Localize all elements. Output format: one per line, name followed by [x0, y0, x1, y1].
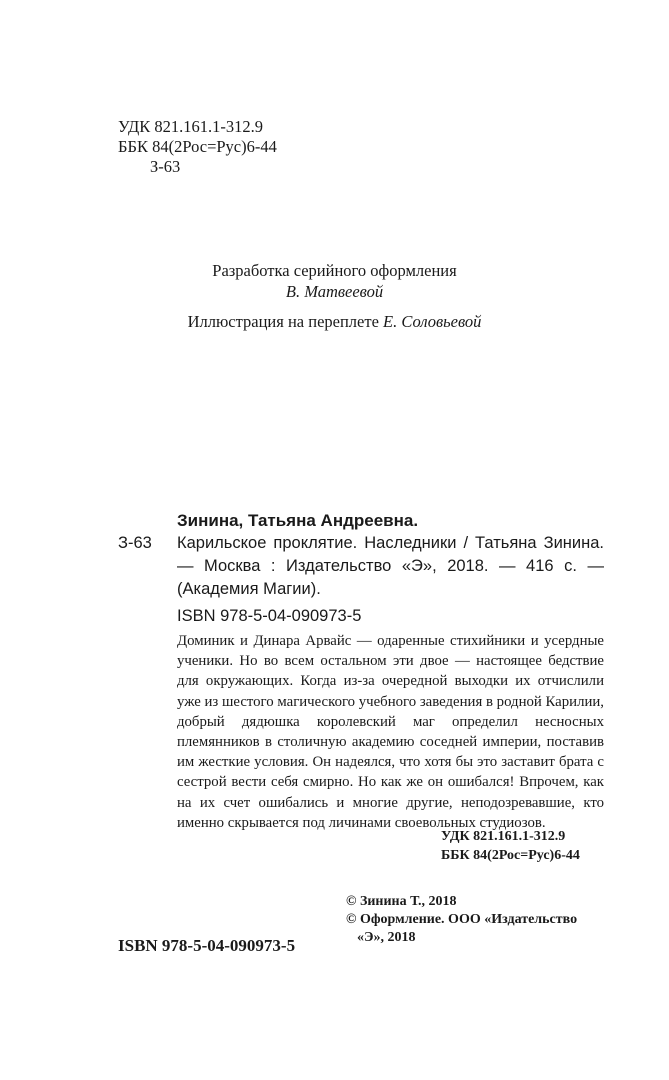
- bbk-code-bottom: ББК 84(2Рос=Рус)6-44: [441, 848, 580, 863]
- cover-illustration-credit: [0, 311, 669, 332]
- series-design-name: В. Матвеевой: [285, 282, 384, 301]
- series-design-label: Разработка серийного оформления: [212, 261, 457, 280]
- bibliographic-author: Зинина, Татьяна Андреевна.: [177, 511, 419, 530]
- author-code: З-63: [150, 157, 181, 176]
- copyright-design-line2: «Э», 2018: [357, 930, 416, 945]
- udk-code: УДК 821.161.1-312.9: [118, 117, 264, 136]
- bibliographic-entry: [118, 532, 604, 601]
- udk-code-bottom: УДК 821.161.1-312.9: [441, 829, 566, 844]
- annotation: [177, 631, 604, 833]
- bbk-code: ББК 84(2Рос=Рус)6-44: [118, 137, 277, 156]
- cover-illustration-name: Е. Соловьевой: [383, 312, 482, 331]
- bibliographic-code: З-63: [118, 534, 152, 552]
- annotation-text: Доминик и Динара Арвайс — одаренные стихийники и усердные ученики. Но во всем остальном эти двое — настоящее бедствие для окружающих. Когда из-за очередной выходки их отчислили уже из шестого магического учебного заведения в родной Карилии, добрый дядюшка королевский маг определил несносных племянников в столичную академию соседней империи, поставив им жесткие условия. Он надеялся, что хотя бы это заставит брата с сестрой вести себя смирно. Но как же он ошибался! Впрочем, как на их счет ошибались и многие другие, неподозревавшие, кто именно скрывается под личинами своевольных студиозов.: [177, 633, 604, 831]
- bibliographic-description: Карильское проклятие. Наследники / Татьяна Зинина. — Москва : Издательство «Э», 2018. — 416 с. — (Академия Магии).: [177, 534, 604, 598]
- classification-bottom: [441, 827, 580, 865]
- classification-top: [118, 117, 277, 177]
- footer-isbn: ISBN 978-5-04-090973-5: [118, 936, 296, 955]
- bibliographic-isbn: ISBN 978-5-04-090973-5: [177, 607, 362, 625]
- cover-illustration-label: Иллюстрация на переплете: [187, 312, 379, 331]
- copyright-author: © Зинина Т., 2018: [346, 894, 457, 909]
- copyright-block: [346, 893, 646, 947]
- copyright-design-line1: © Оформление. ООО «Издательство: [346, 912, 578, 927]
- series-design-credit: [0, 260, 669, 302]
